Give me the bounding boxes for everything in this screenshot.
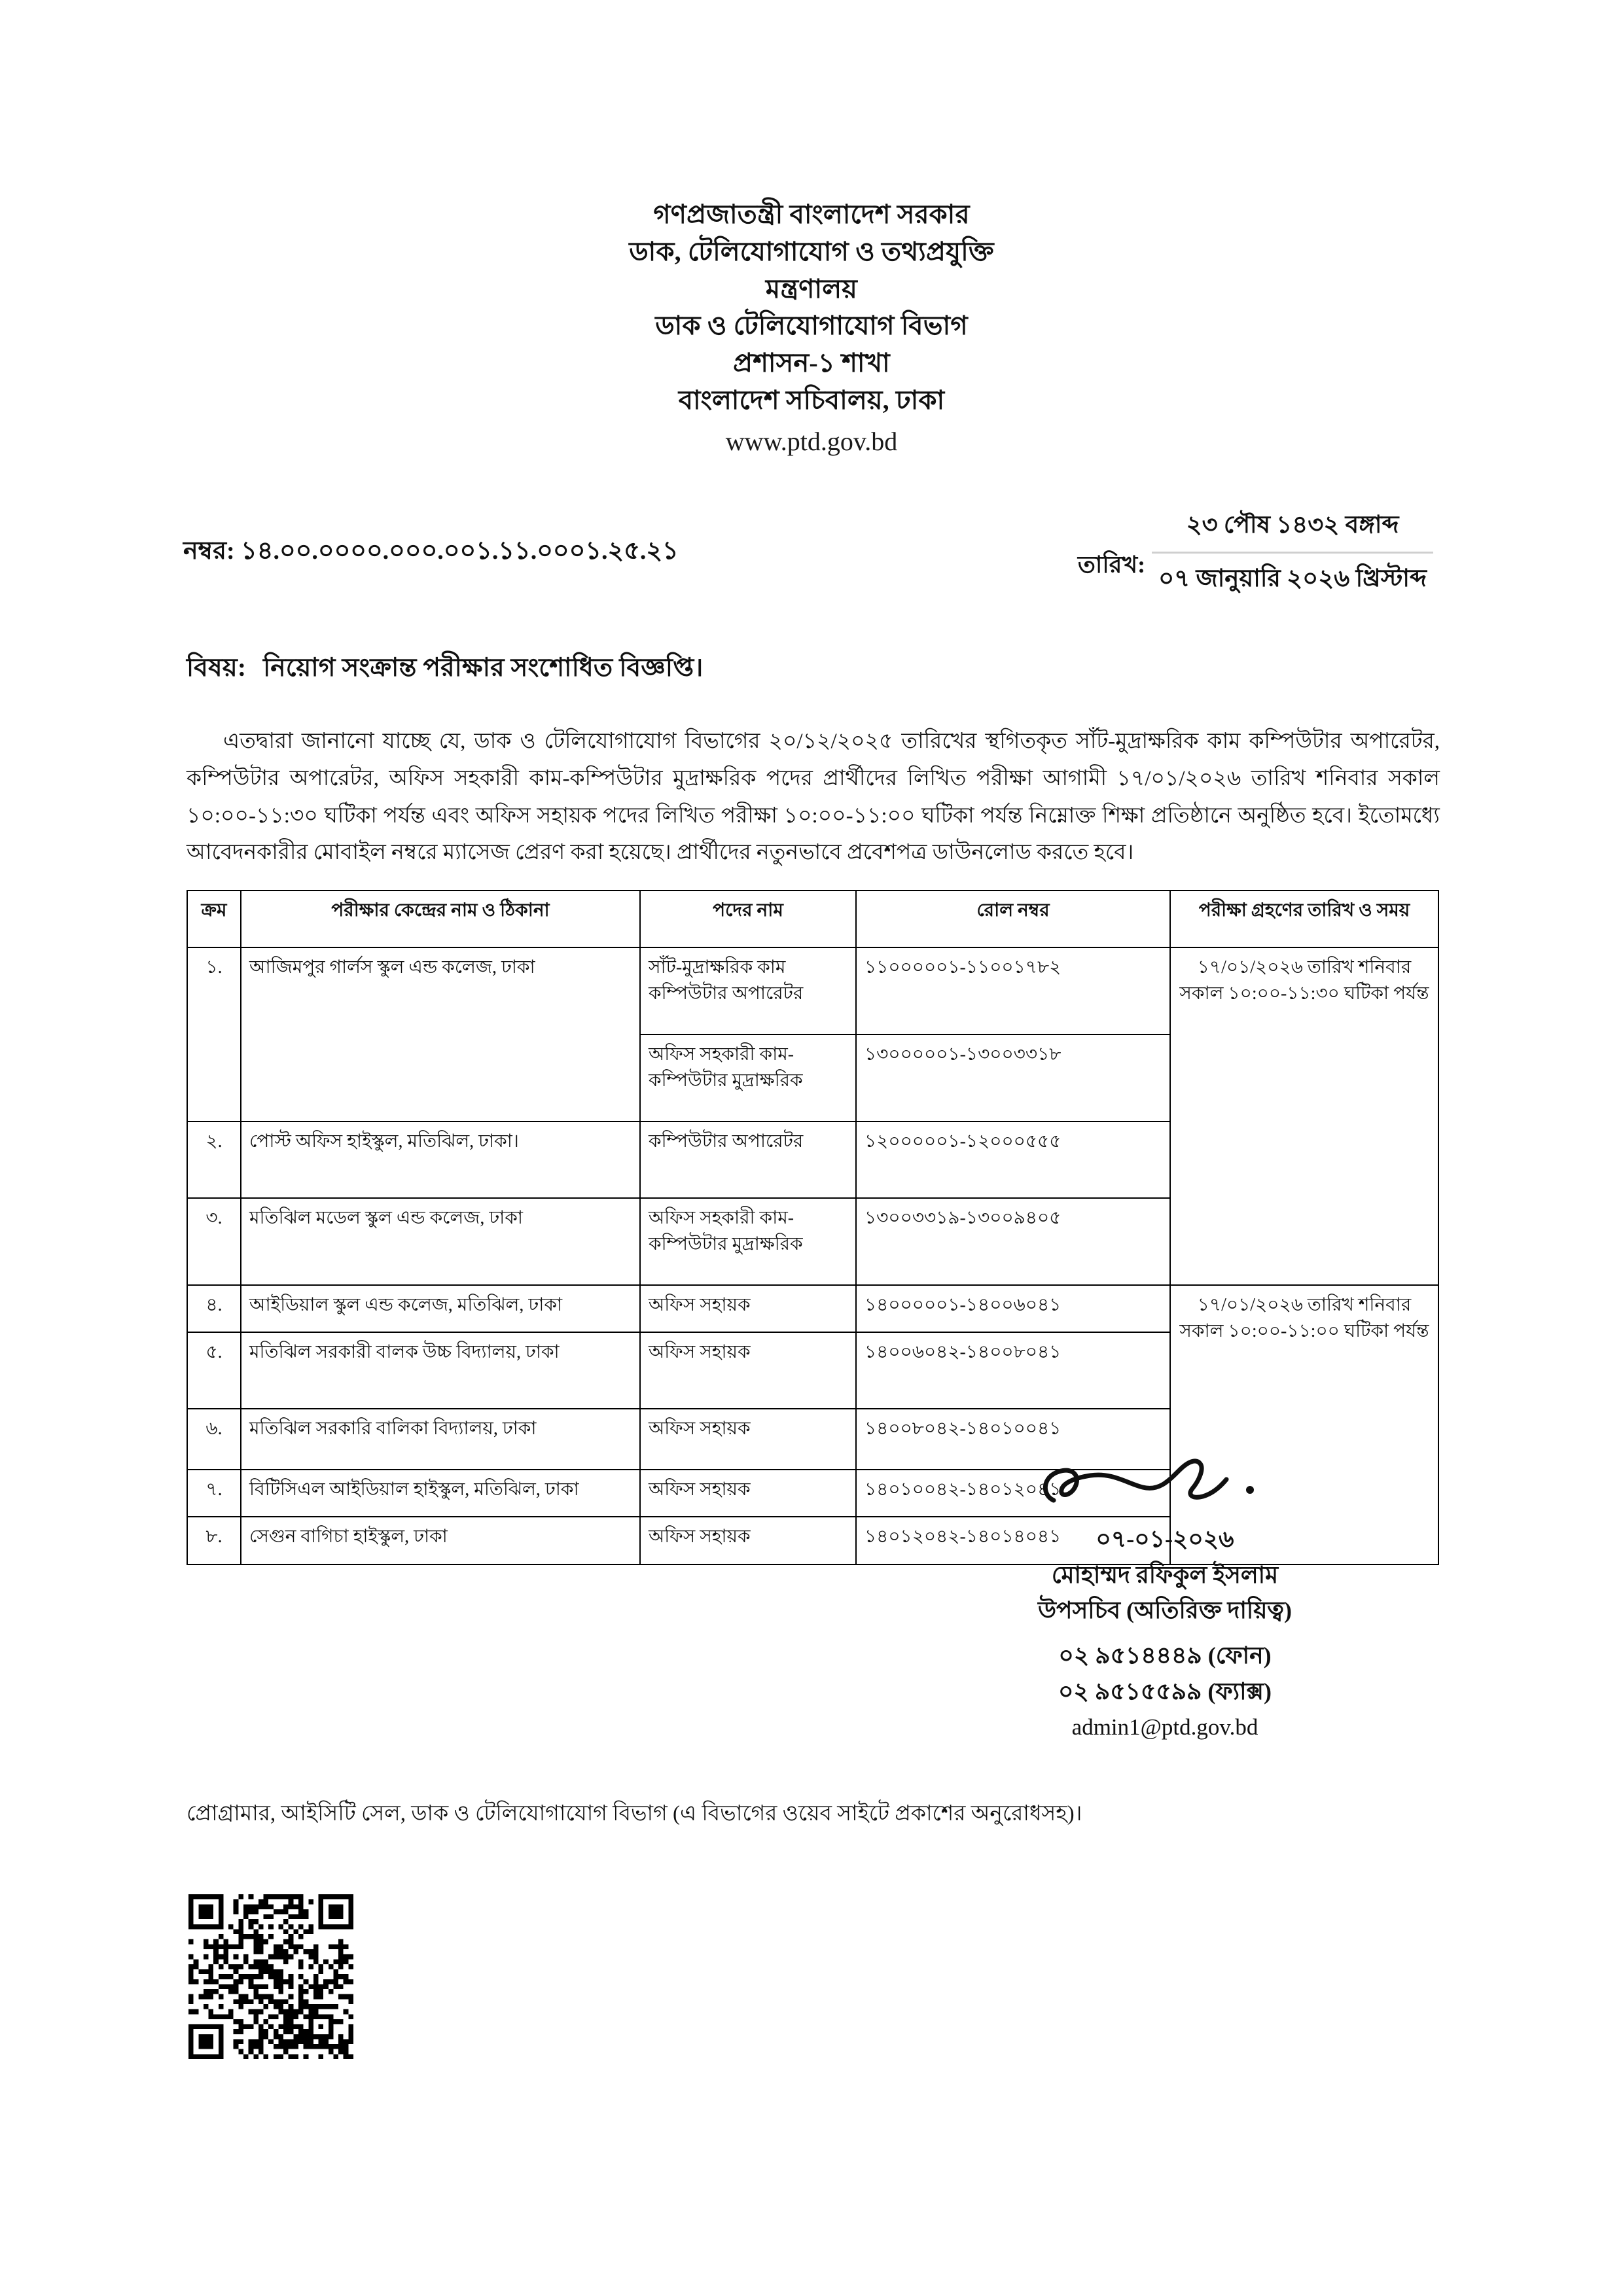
cell-sl: ৮. [187,1517,241,1564]
cell-sl: ৫. [187,1332,241,1409]
ministry-line-1: ডাক, টেলিযোগাযোগ ও তথ্যপ্রযুক্তি [629,236,994,266]
signatory-fax: ০২ ৯৫১৫৫৯৯ (ফ্যাক্স) [1058,1678,1272,1704]
cell-post: অফিস সহকারী কাম-কম্পিউটার মুদ্রাক্ষরিক [640,1198,856,1285]
col-header-sl: ক্রম [187,891,241,947]
signatory-designation: উপসচিব (অতিরিক্ত দায়িত্ব) [1037,1597,1293,1624]
govt-name: গণপ্রজাতন্ত্রী বাংলাদেশ সরকার [653,200,970,229]
table-row [187,1285,1438,1333]
date-gregorian: ০৭ জানুয়ারি ২০২৬ খ্রিস্টাব্দ [1158,565,1427,592]
memo-number-label: নম্বর: [183,537,235,565]
signature-block [870,1449,1459,1744]
cell-post: অফিস সহায়ক [640,1285,856,1333]
memo-date-row [183,504,1453,592]
cell-sl: ৬. [187,1409,241,1470]
table-header-row [187,891,1438,947]
ministry-line-2: মন্ত্রণালয় [765,274,858,304]
date-divider [1152,552,1433,554]
cell-roll: ১৪০০৮০৪২-১৪০১০০৪১ [856,1409,1170,1470]
date-bangla-era: ২৩ পৌষ ১৪৩২ বঙ্গাব্দ [1186,512,1399,539]
col-header-datetime: পরীক্ষা গ্রহণের তারিখ ও সময় [1170,891,1438,947]
cell-post: অফিস সহায়ক [640,1332,856,1409]
cell-roll: ১৪০০৬০৪২-১৪০০৮০৪১ [856,1332,1170,1409]
cell-schedule: ১৭/০১/২০২৬ তারিখ শনিবার সকাল ১০:০০-১১:৩০ ঘটিকা পর্যন্ত [1170,947,1438,1285]
cell-sl: ৩. [187,1198,241,1285]
cell-roll: ১৩০০০০০১-১৩০০৩৩১৮ [856,1034,1170,1122]
cell-post: কম্পিউটার অপারেটর [640,1122,856,1198]
cell-center: মতিঝিল মডেল স্কুল এন্ড কলেজ, ঢাকা [241,1198,640,1285]
cell-sl: ৭. [187,1470,241,1517]
footer-distribution-note: প্রোগ্রামার, আইসিটি সেল, ডাক ও টেলিযোগাযোগ বিভাগ (এ বিভাগের ওয়েব সাইটে প্রকাশের অনুরোধসহ)। [187,1802,1082,1826]
subject-label: বিষয়: [187,654,247,682]
signatory-name: মোহাম্মদ রফিকুল ইসলাম [1051,1561,1279,1588]
subject-text: নিয়োগ সংক্রান্ত পরীক্ষার সংশোধিত বিজ্ঞপ্তি। [263,654,704,682]
cell-roll: ১৪০১০০৪২-১৪০১২০৪১ [856,1470,1170,1517]
branch-name: প্রশাসন-১ শাখা [733,348,890,378]
cell-post: অফিস সহায়ক [640,1517,856,1564]
memo-number [183,531,679,573]
cell-post: অফিস সহায়ক [640,1470,856,1517]
signatory-phone: ০২ ৯৫১৪৪৪৯ (ফোন) [1058,1642,1272,1669]
subject-line [187,648,703,690]
col-header-roll: রোল নম্বর [856,891,1170,947]
date-label: তারিখ: [1077,551,1146,578]
cell-sl: ২. [187,1122,241,1198]
cell-post: সাঁট-মুদ্রাক্ষরিক কাম কম্পিউটার অপারেটর [640,947,856,1034]
signature-spacer [870,1629,1459,1638]
table-head [187,891,1438,947]
cell-schedule: ১৭/০১/২০২৬ তারিখ শনিবার সকাল ১০:০০-১১:০০ ঘটিকা পর্যন্ত [1170,1285,1438,1564]
letterhead [0,196,1623,461]
date-stack [1152,504,1433,601]
cell-center: আজিমপুর গার্লস স্কুল এন্ড কলেজ, ঢাকা [241,947,640,1122]
cell-post: অফিস সহায়ক [640,1409,856,1470]
signatory-email: admin1@ptd.gov.bd [1071,1714,1258,1740]
cell-center: বিটিসিএল আইডিয়াল হাইস্কুল, মতিঝিল, ঢাকা [241,1470,640,1517]
col-header-post: পদের নাম [640,891,856,947]
cell-roll: ১১০০০০০১-১১০০১৭৮২ [856,947,1170,1034]
memo-number-value: ১৪.০০.০০০০.০০০.০০১.১১.০০০১.২৫.২১ [241,537,679,565]
cell-roll: ১৪০১২০৪২-১৪০১৪০৪১ [856,1517,1170,1564]
signature-date: ০৭-০১-২০২৬ [1096,1526,1234,1552]
cell-roll: ১২০০০০০১-১২০০০৫৫৫ [856,1122,1170,1198]
cell-center: পোস্ট অফিস হাইস্কুল, মতিঝিল, ঢাকা। [241,1122,640,1198]
cell-center: মতিঝিল সরকারী বালক উচ্চ বিদ্যালয়, ঢাকা [241,1332,640,1409]
address-line: বাংলাদেশ সচিবালয়, ঢাকা [678,385,945,415]
cell-sl: ৪. [187,1285,241,1333]
cell-center: আইডিয়াল স্কুল এন্ড কলেজ, মতিঝিল, ঢাকা [241,1285,640,1333]
qr-code-icon [188,1894,353,2059]
cell-post: অফিস সহকারী কাম-কম্পিউটার মুদ্রাক্ষরিক [640,1034,856,1122]
body-paragraph: এতদ্বারা জানানো যাচ্ছে যে, ডাক ও টেলিযোগাযোগ বিভাগের ২০/১২/২০২৫ তারিখের স্থগিতকৃত সাঁট-মুদ্রাক্ষরিক কাম কম্পিউটার অপারেটর, কম্পিউটার অপারেটর, অফিস সহকারী কাম-কম্পিউটার মুদ্রাক্ষরিক পদের প্রার্থীদের লিখিত পরীক্ষা আগামী ১৭/০১/২০২৬ তারিখ শনিবার সকাল ১০:০০-১১:৩০ ঘটিকা পর্যন্ত এবং অফিস সহায়ক পদের লিখিত পরীক্ষা ১০:০০-১১:০০ ঘটিকা পর্যন্ত নিম্নোক্ত শিক্ষা প্রতিষ্ঠানে অনুষ্ঠিত হবে। ইতোমধ্যে আবেদনকারীর মোবাইল নম্বরে ম্যাসেজ প্রেরণ করা হয়েছে। প্রার্থীদের নতুনভাবে প্রবেশপত্র ডাউনলোড করতে হবে। [187,730,1440,865]
handwritten-signature-icon [870,1449,1459,1521]
table-row [187,947,1438,1034]
date-block [1078,504,1433,601]
cell-center: সেগুন বাগিচা হাইস্কুল, ঢাকা [241,1517,640,1564]
cell-roll: ১৩০০৩৩১৯-১৩০০৯৪০৫ [856,1198,1170,1285]
division-name: ডাক ও টেলিযোগাযোগ বিভাগ [655,311,968,341]
website-url: www.ptd.gov.bd [725,426,898,456]
cell-sl: ১. [187,947,241,1122]
cell-center: মতিঝিল সরকারি বালিকা বিদ্যালয়, ঢাকা [241,1409,640,1470]
cell-roll: ১৪০০০০০১-১৪০০৬০৪১ [856,1285,1170,1333]
col-header-center: পরীক্ষার কেন্দ্রের নাম ও ঠিকানা [241,891,640,947]
